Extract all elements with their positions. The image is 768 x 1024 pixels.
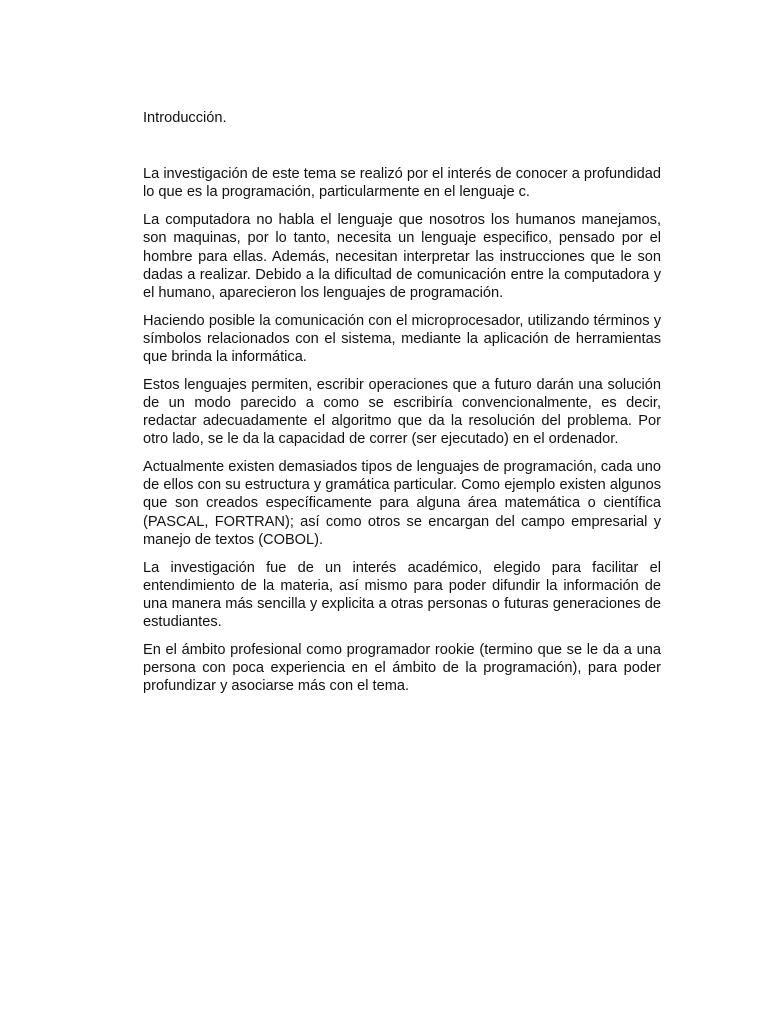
paragraph-4: Estos lenguajes permiten, escribir operaciones que a futuro darán una solución de un modo parecido a como se escribiría convencionalmente, es decir, redactar adecuadamente el algoritmo que da la resolución del problema. Por otro lado, se le da la capacidad de correr (ser ejecutado) en el ordenador. xyxy=(143,376,661,448)
paragraph-6: La investigación fue de un interés académico, elegido para facilitar el entendimiento de la materia, así mismo para poder difundir la información de una manera más sencilla y explicita a otras personas o futuras generaciones de estudiantes. xyxy=(143,559,661,631)
section-heading: Introducción. xyxy=(143,110,227,126)
paragraph-1: La investigación de este tema se realizó por el interés de conocer a profundidad lo que es la programación, particularmente en el lenguaje c. xyxy=(143,166,661,201)
paragraph-5: Actualmente existen demasiados tipos de lenguajes de programación, cada uno de ellos con su estructura y gramática particular. Como ejemplo existen algunos que son creados específicamente para alguna área matemática o científica (PASCAL, FORTRAN); así como otros se encargan del campo empresarial y manejo de textos (COBOL). xyxy=(143,459,661,548)
document-body xyxy=(143,109,661,705)
paragraph-7: En el ámbito profesional como programador rookie (termino que se le da a una persona con poca experiencia en el ámbito de la programación), para poder profundizar y asociarse más con el tema. xyxy=(143,641,661,695)
paragraph-2: La computadora no habla el lenguaje que nosotros los humanos manejamos, son maquinas, por lo tanto, necesita un lenguaje especifico, pensado por el hombre para ellas. Además, necesitan interpretar las instrucciones que le son dadas a realizar. Debido a la dificultad de comunicación entre la computadora y el humano, aparecieron los lenguajes de programación. xyxy=(143,212,661,301)
paragraph-3: Haciendo posible la comunicación con el microprocesador, utilizando términos y símbolos relacionados con el sistema, mediante la aplicación de herramientas que brinda la informática. xyxy=(143,312,661,366)
